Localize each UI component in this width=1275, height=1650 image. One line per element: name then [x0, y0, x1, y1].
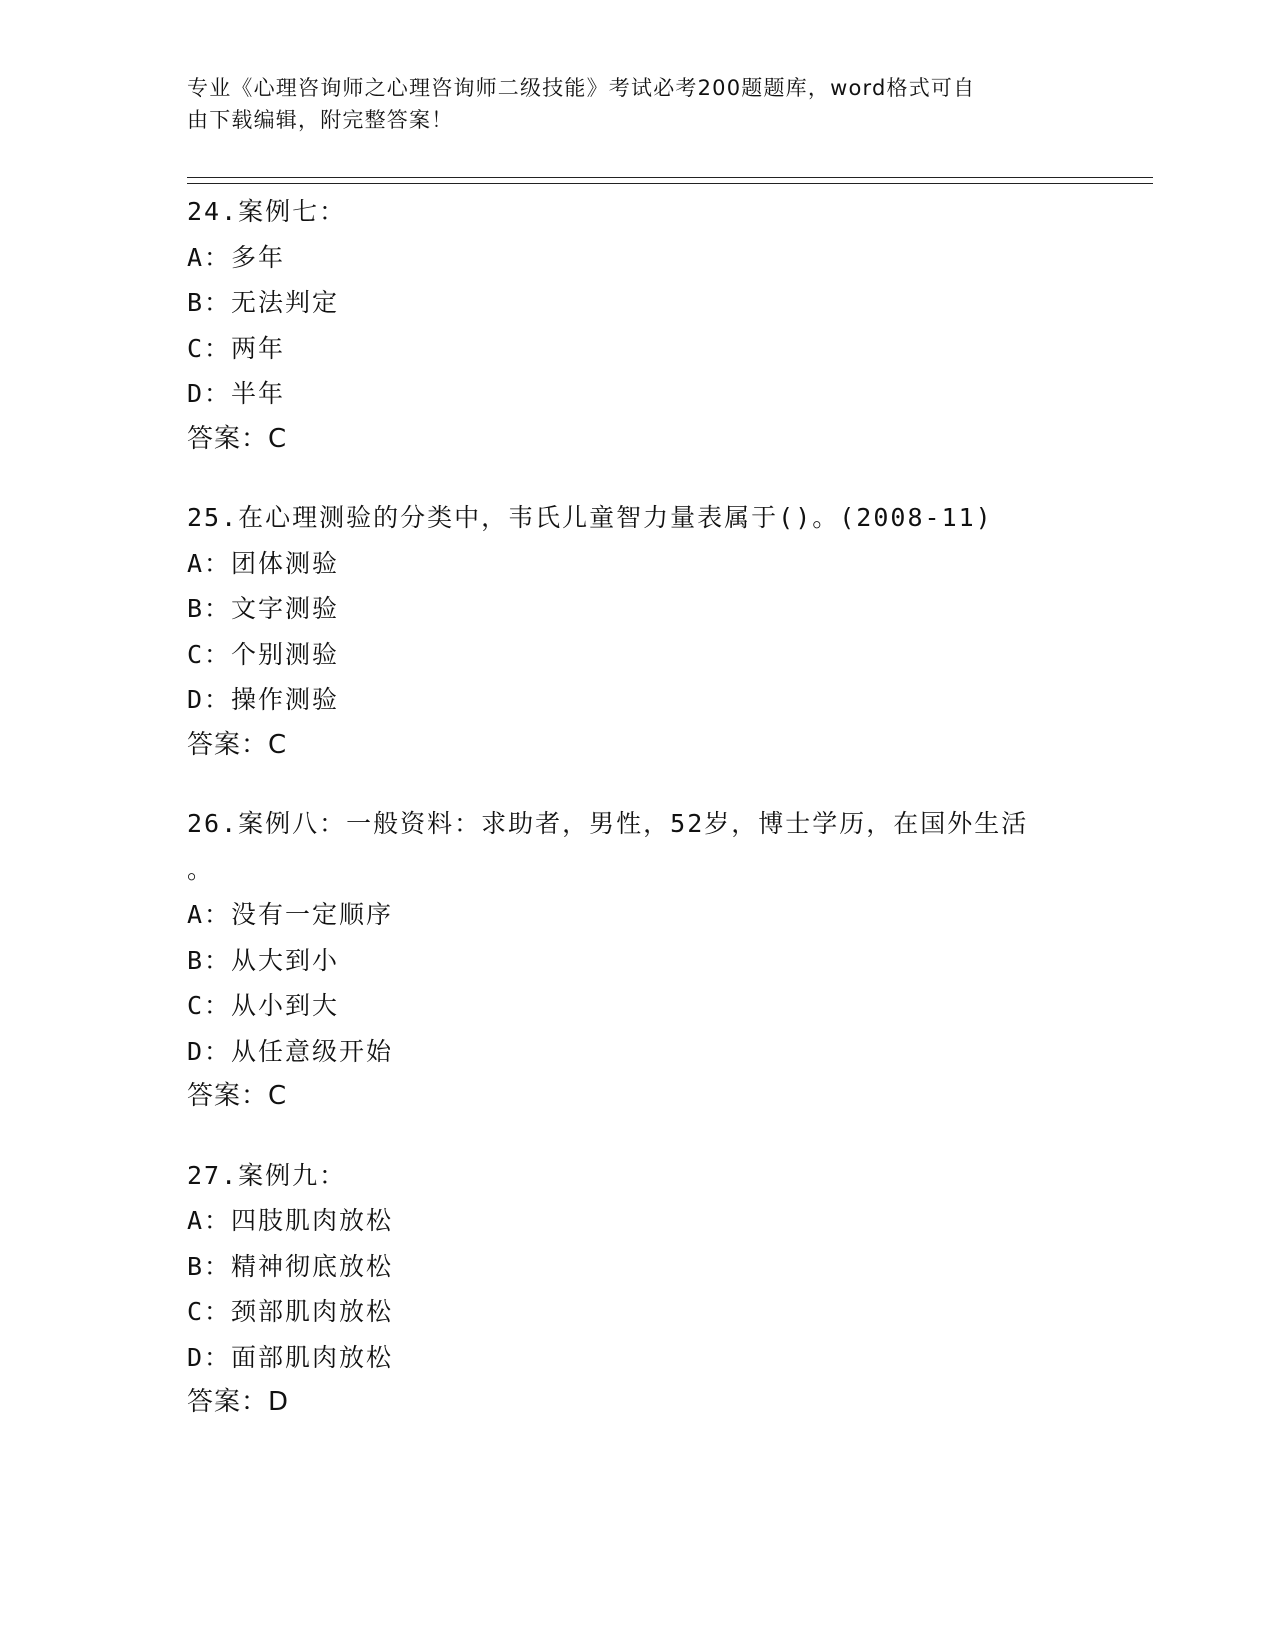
question-stem-continuation: 。: [187, 854, 213, 884]
question-number: 25.: [187, 503, 239, 532]
option-a: [187, 235, 1127, 281]
option-text: 四肢肌肉放松: [231, 1206, 394, 1235]
option-key: C：: [187, 333, 232, 363]
question-number: 24.: [187, 197, 239, 226]
question-stem: [187, 801, 1127, 847]
option-d: [187, 1029, 1127, 1075]
option-text: 面部肌肉放松: [231, 1342, 394, 1372]
option-c: [187, 983, 1127, 1029]
question-text: 案例七：: [238, 197, 347, 226]
option-text: 操作测验: [231, 685, 340, 714]
option-key: B：: [187, 1251, 232, 1281]
question-stem: [187, 1153, 1127, 1199]
question-text: 案例九：: [238, 1160, 347, 1190]
option-key: A：: [187, 548, 232, 578]
option-key: B：: [187, 288, 232, 317]
option-text: 无法判定: [231, 288, 340, 317]
header-line-1: 专业《心理咨询师之心理咨询师二级技能》考试必考200题题库，word格式可自: [187, 76, 976, 100]
option-text: 多年: [231, 242, 286, 272]
question-26: [187, 801, 1127, 1120]
question-text: 案例八：一般资料：求助者，男性，52岁，博士学历，在国外生活: [238, 809, 1029, 838]
option-key: A：: [187, 900, 232, 929]
option-b: [187, 586, 1127, 632]
option-text: 半年: [231, 379, 286, 408]
option-a: [187, 1198, 1127, 1244]
answer-line: 答案：C: [187, 729, 288, 760]
option-a: [187, 541, 1127, 587]
option-text: 个别测验: [231, 639, 340, 669]
option-d: [187, 371, 1127, 417]
option-d: [187, 1335, 1127, 1381]
option-key: C：: [187, 639, 232, 669]
option-text: 颈部肌肉放松: [231, 1297, 394, 1326]
question-stem: [187, 495, 1127, 541]
option-text: 两年: [231, 333, 286, 363]
option-c: [187, 1289, 1127, 1335]
header-rule-top: [187, 177, 1153, 178]
question-list: [187, 189, 1127, 1459]
question-text: 在心理测验的分类中，韦氏儿童智力量表属于()。(2008-11): [238, 503, 993, 532]
question-stem: [187, 189, 1127, 235]
option-key: D：: [187, 685, 232, 714]
option-text: 从大到小: [231, 945, 340, 975]
option-b: [187, 280, 1127, 326]
question-24: [187, 189, 1127, 462]
option-key: D：: [187, 379, 232, 408]
option-key: D：: [187, 1342, 232, 1372]
option-key: C：: [187, 991, 232, 1020]
header-line-2: 由下载编辑，附完整答案！: [187, 108, 454, 132]
answer-line: 答案：C: [187, 1081, 288, 1111]
option-c: [187, 326, 1127, 372]
document-header: [187, 72, 1067, 136]
option-key: D：: [187, 1036, 232, 1066]
option-d: [187, 677, 1127, 723]
question-27: [187, 1153, 1127, 1426]
option-text: 精神彻底放松: [231, 1251, 394, 1281]
option-key: B：: [187, 945, 232, 975]
option-b: [187, 938, 1127, 984]
answer-line: 答案：D: [187, 1387, 290, 1417]
option-text: 没有一定顺序: [231, 900, 394, 929]
option-text: 团体测验: [231, 548, 340, 578]
option-text: 文字测验: [231, 594, 340, 623]
question-number: 27.: [187, 1160, 239, 1190]
option-key: A：: [187, 242, 232, 272]
question-number: 26.: [187, 809, 239, 838]
option-key: A：: [187, 1206, 232, 1235]
option-key: C：: [187, 1297, 232, 1326]
header-rule-bottom: [187, 183, 1153, 184]
option-text: 从小到大: [231, 991, 340, 1020]
question-25: [187, 495, 1127, 768]
option-key: B：: [187, 594, 232, 623]
answer-line: 答案：C: [187, 423, 288, 454]
option-b: [187, 1244, 1127, 1290]
option-a: [187, 892, 1127, 938]
option-text: 从任意级开始: [231, 1036, 394, 1066]
option-c: [187, 632, 1127, 678]
